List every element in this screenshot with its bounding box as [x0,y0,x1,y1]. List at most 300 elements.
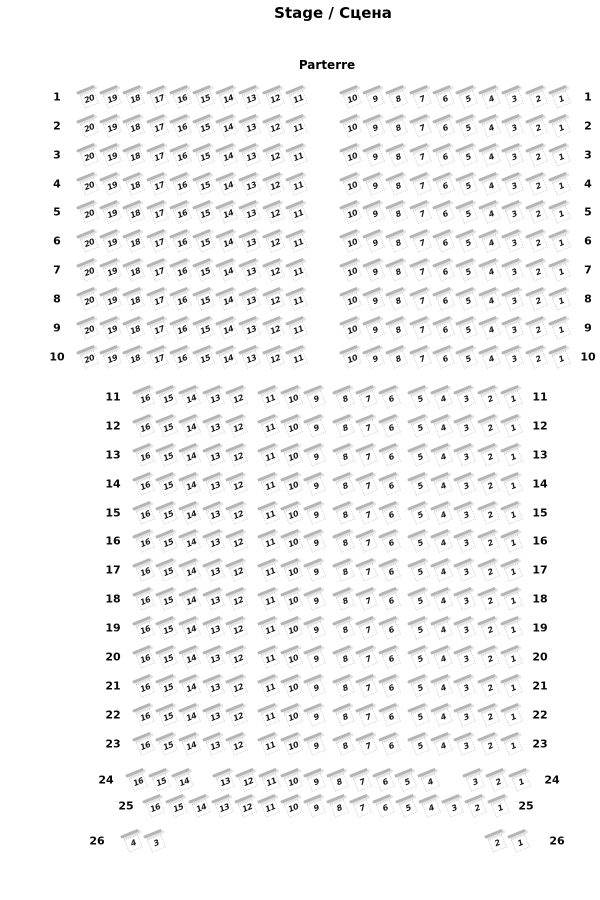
seat[interactable] [146,199,172,224]
seat[interactable] [362,315,388,340]
seat[interactable] [99,199,125,224]
seat[interactable] [146,344,172,369]
seat[interactable] [430,615,456,640]
seat[interactable] [179,500,205,525]
seat[interactable] [99,171,125,196]
seat[interactable] [379,413,405,438]
seat[interactable] [304,702,330,727]
seat[interactable] [179,442,205,467]
seat[interactable] [500,500,526,525]
seat[interactable] [332,528,358,553]
seat[interactable] [257,793,283,818]
seat[interactable] [407,413,433,438]
seat[interactable] [225,384,251,409]
seat[interactable] [339,257,365,282]
seat[interactable] [332,615,358,640]
seat[interactable] [169,344,195,369]
seat[interactable] [123,228,149,253]
seat[interactable] [409,142,435,167]
seat[interactable] [454,413,480,438]
seat[interactable] [502,315,528,340]
seat[interactable] [215,257,241,282]
seat[interactable] [215,171,241,196]
seat[interactable] [215,113,241,138]
seat[interactable] [502,113,528,138]
seat[interactable] [379,500,405,525]
seat[interactable] [372,793,398,818]
seat[interactable] [500,615,526,640]
seat[interactable] [386,142,412,167]
seat[interactable] [525,228,551,253]
seat[interactable] [355,500,381,525]
seat[interactable] [146,142,172,167]
seat[interactable] [441,793,467,818]
seat[interactable] [455,286,481,311]
seat[interactable] [169,286,195,311]
seat[interactable] [280,615,306,640]
seat[interactable] [169,84,195,109]
seat[interactable] [362,142,388,167]
seat[interactable] [262,228,288,253]
seat[interactable] [155,384,181,409]
seat[interactable] [132,500,158,525]
seat[interactable] [407,528,433,553]
seat[interactable] [225,442,251,467]
seat[interactable] [525,315,551,340]
seat[interactable] [409,84,435,109]
seat[interactable] [407,586,433,611]
seat[interactable] [304,528,330,553]
seat[interactable] [146,171,172,196]
seat[interactable] [262,84,288,109]
seat[interactable] [548,199,574,224]
seat[interactable] [500,471,526,496]
seat[interactable] [477,731,503,756]
seat[interactable] [548,315,574,340]
seat[interactable] [455,199,481,224]
seat[interactable] [202,557,228,582]
seat[interactable] [280,673,306,698]
seat[interactable] [304,644,330,669]
seat[interactable] [132,528,158,553]
seat[interactable] [409,344,435,369]
seat[interactable] [379,644,405,669]
seat[interactable] [502,286,528,311]
seat[interactable] [432,84,458,109]
seat[interactable] [362,228,388,253]
seat[interactable] [171,767,197,792]
seat[interactable] [409,113,435,138]
seat[interactable] [169,113,195,138]
seat[interactable] [478,171,504,196]
seat[interactable] [202,702,228,727]
seat[interactable] [192,171,218,196]
seat[interactable] [430,384,456,409]
seat[interactable] [430,702,456,727]
seat[interactable] [179,471,205,496]
seat[interactable] [379,673,405,698]
seat[interactable] [192,199,218,224]
seat[interactable] [407,615,433,640]
seat[interactable] [280,557,306,582]
seat[interactable] [332,384,358,409]
seat[interactable] [432,142,458,167]
seat[interactable] [355,586,381,611]
seat[interactable] [257,471,283,496]
seat[interactable] [386,228,412,253]
seat[interactable] [502,344,528,369]
seat[interactable] [155,731,181,756]
seat[interactable] [386,171,412,196]
seat[interactable] [262,199,288,224]
seat[interactable] [257,413,283,438]
seat[interactable] [280,586,306,611]
seat[interactable] [281,767,307,792]
seat[interactable] [285,344,311,369]
seat[interactable] [477,413,503,438]
seat[interactable] [285,142,311,167]
seat[interactable] [484,828,510,853]
seat[interactable] [257,644,283,669]
seat[interactable] [430,442,456,467]
seat[interactable] [432,286,458,311]
seat[interactable] [432,257,458,282]
seat[interactable] [280,500,306,525]
seat[interactable] [202,615,228,640]
seat[interactable] [202,731,228,756]
seat[interactable] [225,586,251,611]
seat[interactable] [339,171,365,196]
seat[interactable] [355,384,381,409]
seat[interactable] [332,702,358,727]
seat[interactable] [280,644,306,669]
seat[interactable] [386,84,412,109]
seat[interactable] [123,84,149,109]
seat[interactable] [395,793,421,818]
seat[interactable] [304,557,330,582]
seat[interactable] [123,286,149,311]
seat[interactable] [215,142,241,167]
seat[interactable] [525,171,551,196]
seat[interactable] [454,702,480,727]
seat[interactable] [454,673,480,698]
seat[interactable] [179,384,205,409]
seat[interactable] [179,702,205,727]
seat[interactable] [235,767,261,792]
seat[interactable] [417,767,443,792]
seat[interactable] [455,142,481,167]
seat[interactable] [262,286,288,311]
seat[interactable] [192,344,218,369]
seat[interactable] [155,500,181,525]
seat[interactable] [454,471,480,496]
seat[interactable] [477,528,503,553]
seat[interactable] [432,171,458,196]
seat[interactable] [192,286,218,311]
seat[interactable] [339,113,365,138]
seat[interactable] [395,767,421,792]
seat[interactable] [169,228,195,253]
seat[interactable] [120,828,146,853]
seat[interactable] [123,171,149,196]
seat[interactable] [502,142,528,167]
seat[interactable] [500,644,526,669]
seat[interactable] [202,586,228,611]
seat[interactable] [257,384,283,409]
seat[interactable] [146,286,172,311]
seat[interactable] [304,384,330,409]
seat[interactable] [500,384,526,409]
seat[interactable] [76,257,102,282]
seat[interactable] [455,315,481,340]
seat[interactable] [502,228,528,253]
seat[interactable] [132,442,158,467]
seat[interactable] [478,286,504,311]
seat[interactable] [280,702,306,727]
seat[interactable] [304,500,330,525]
seat[interactable] [478,142,504,167]
seat[interactable] [355,673,381,698]
seat[interactable] [332,644,358,669]
seat[interactable] [478,228,504,253]
seat[interactable] [430,413,456,438]
seat[interactable] [407,471,433,496]
seat[interactable] [123,257,149,282]
seat[interactable] [455,113,481,138]
seat[interactable] [76,113,102,138]
seat[interactable] [155,413,181,438]
seat[interactable] [478,344,504,369]
seat[interactable] [430,471,456,496]
seat[interactable] [76,286,102,311]
seat[interactable] [508,767,534,792]
seat[interactable] [478,257,504,282]
seat[interactable] [407,442,433,467]
seat[interactable] [192,113,218,138]
seat[interactable] [215,228,241,253]
seat[interactable] [225,528,251,553]
seat[interactable] [179,528,205,553]
seat[interactable] [257,673,283,698]
seat[interactable] [76,344,102,369]
seat[interactable] [454,528,480,553]
seat[interactable] [477,557,503,582]
seat[interactable] [525,257,551,282]
seat[interactable] [225,731,251,756]
seat[interactable] [332,673,358,698]
seat[interactable] [262,142,288,167]
seat[interactable] [99,315,125,340]
seat[interactable] [500,586,526,611]
seat[interactable] [262,344,288,369]
seat[interactable] [280,793,306,818]
seat[interactable] [99,228,125,253]
seat[interactable] [477,586,503,611]
seat[interactable] [257,702,283,727]
seat[interactable] [225,557,251,582]
seat[interactable] [304,615,330,640]
seat[interactable] [339,315,365,340]
seat[interactable] [477,500,503,525]
seat[interactable] [212,767,238,792]
seat[interactable] [525,199,551,224]
seat[interactable] [99,142,125,167]
seat[interactable] [525,113,551,138]
seat[interactable] [454,557,480,582]
seat[interactable] [179,586,205,611]
seat[interactable] [379,528,405,553]
seat[interactable] [132,702,158,727]
seat[interactable] [454,384,480,409]
seat[interactable] [280,442,306,467]
seat[interactable] [215,286,241,311]
seat[interactable] [477,442,503,467]
seat[interactable] [123,199,149,224]
seat[interactable] [355,528,381,553]
seat[interactable] [409,286,435,311]
seat[interactable] [355,442,381,467]
seat[interactable] [407,384,433,409]
seat[interactable] [123,315,149,340]
seat[interactable] [132,471,158,496]
seat[interactable] [285,315,311,340]
seat[interactable] [386,257,412,282]
seat[interactable] [430,673,456,698]
seat[interactable] [155,557,181,582]
seat[interactable] [487,793,513,818]
seat[interactable] [500,557,526,582]
seat[interactable] [142,793,168,818]
seat[interactable] [239,286,265,311]
seat[interactable] [326,793,352,818]
seat[interactable] [225,413,251,438]
seat[interactable] [355,615,381,640]
seat[interactable] [355,413,381,438]
seat[interactable] [239,315,265,340]
seat[interactable] [500,442,526,467]
seat[interactable] [386,199,412,224]
seat[interactable] [76,171,102,196]
seat[interactable] [407,702,433,727]
seat[interactable] [146,228,172,253]
seat[interactable] [355,644,381,669]
seat[interactable] [132,384,158,409]
seat[interactable] [409,199,435,224]
seat[interactable] [202,500,228,525]
seat[interactable] [155,528,181,553]
seat[interactable] [257,500,283,525]
seat[interactable] [146,257,172,282]
seat[interactable] [332,731,358,756]
seat[interactable] [155,442,181,467]
seat[interactable] [430,500,456,525]
seat[interactable] [215,199,241,224]
seat[interactable] [362,199,388,224]
seat[interactable] [432,315,458,340]
seat[interactable] [304,413,330,438]
seat[interactable] [386,286,412,311]
seat[interactable] [179,731,205,756]
seat[interactable] [165,793,191,818]
seat[interactable] [454,442,480,467]
seat[interactable] [76,142,102,167]
seat[interactable] [76,84,102,109]
seat[interactable] [355,557,381,582]
seat[interactable] [239,344,265,369]
seat[interactable] [257,731,283,756]
seat[interactable] [430,557,456,582]
seat[interactable] [132,586,158,611]
seat[interactable] [548,286,574,311]
seat[interactable] [407,731,433,756]
seat[interactable] [332,413,358,438]
seat[interactable] [430,644,456,669]
seat[interactable] [462,767,488,792]
seat[interactable] [234,793,260,818]
seat[interactable] [123,142,149,167]
seat[interactable] [258,767,284,792]
seat[interactable] [478,199,504,224]
seat[interactable] [169,257,195,282]
seat[interactable] [548,84,574,109]
seat[interactable] [332,500,358,525]
seat[interactable] [477,615,503,640]
seat[interactable] [99,257,125,282]
seat[interactable] [76,228,102,253]
seat[interactable] [477,384,503,409]
seat[interactable] [372,767,398,792]
seat[interactable] [169,315,195,340]
seat[interactable] [125,767,151,792]
seat[interactable] [179,615,205,640]
seat[interactable] [455,344,481,369]
seat[interactable] [477,471,503,496]
seat[interactable] [454,644,480,669]
seat[interactable] [303,793,329,818]
seat[interactable] [280,384,306,409]
seat[interactable] [339,228,365,253]
seat[interactable] [332,557,358,582]
seat[interactable] [478,113,504,138]
seat[interactable] [285,199,311,224]
seat[interactable] [502,84,528,109]
seat[interactable] [332,471,358,496]
seat[interactable] [454,731,480,756]
seat[interactable] [192,257,218,282]
seat[interactable] [379,442,405,467]
seat[interactable] [432,113,458,138]
seat[interactable] [215,84,241,109]
seat[interactable] [239,171,265,196]
seat[interactable] [525,344,551,369]
seat[interactable] [362,113,388,138]
seat[interactable] [548,228,574,253]
seat[interactable] [432,228,458,253]
seat[interactable] [362,171,388,196]
seat[interactable] [132,644,158,669]
seat[interactable] [430,586,456,611]
seat[interactable] [192,142,218,167]
seat[interactable] [339,84,365,109]
seat[interactable] [148,767,174,792]
seat[interactable] [132,413,158,438]
seat[interactable] [304,731,330,756]
seat[interactable] [379,615,405,640]
seat[interactable] [409,257,435,282]
seat[interactable] [262,257,288,282]
seat[interactable] [239,142,265,167]
seat[interactable] [464,793,490,818]
